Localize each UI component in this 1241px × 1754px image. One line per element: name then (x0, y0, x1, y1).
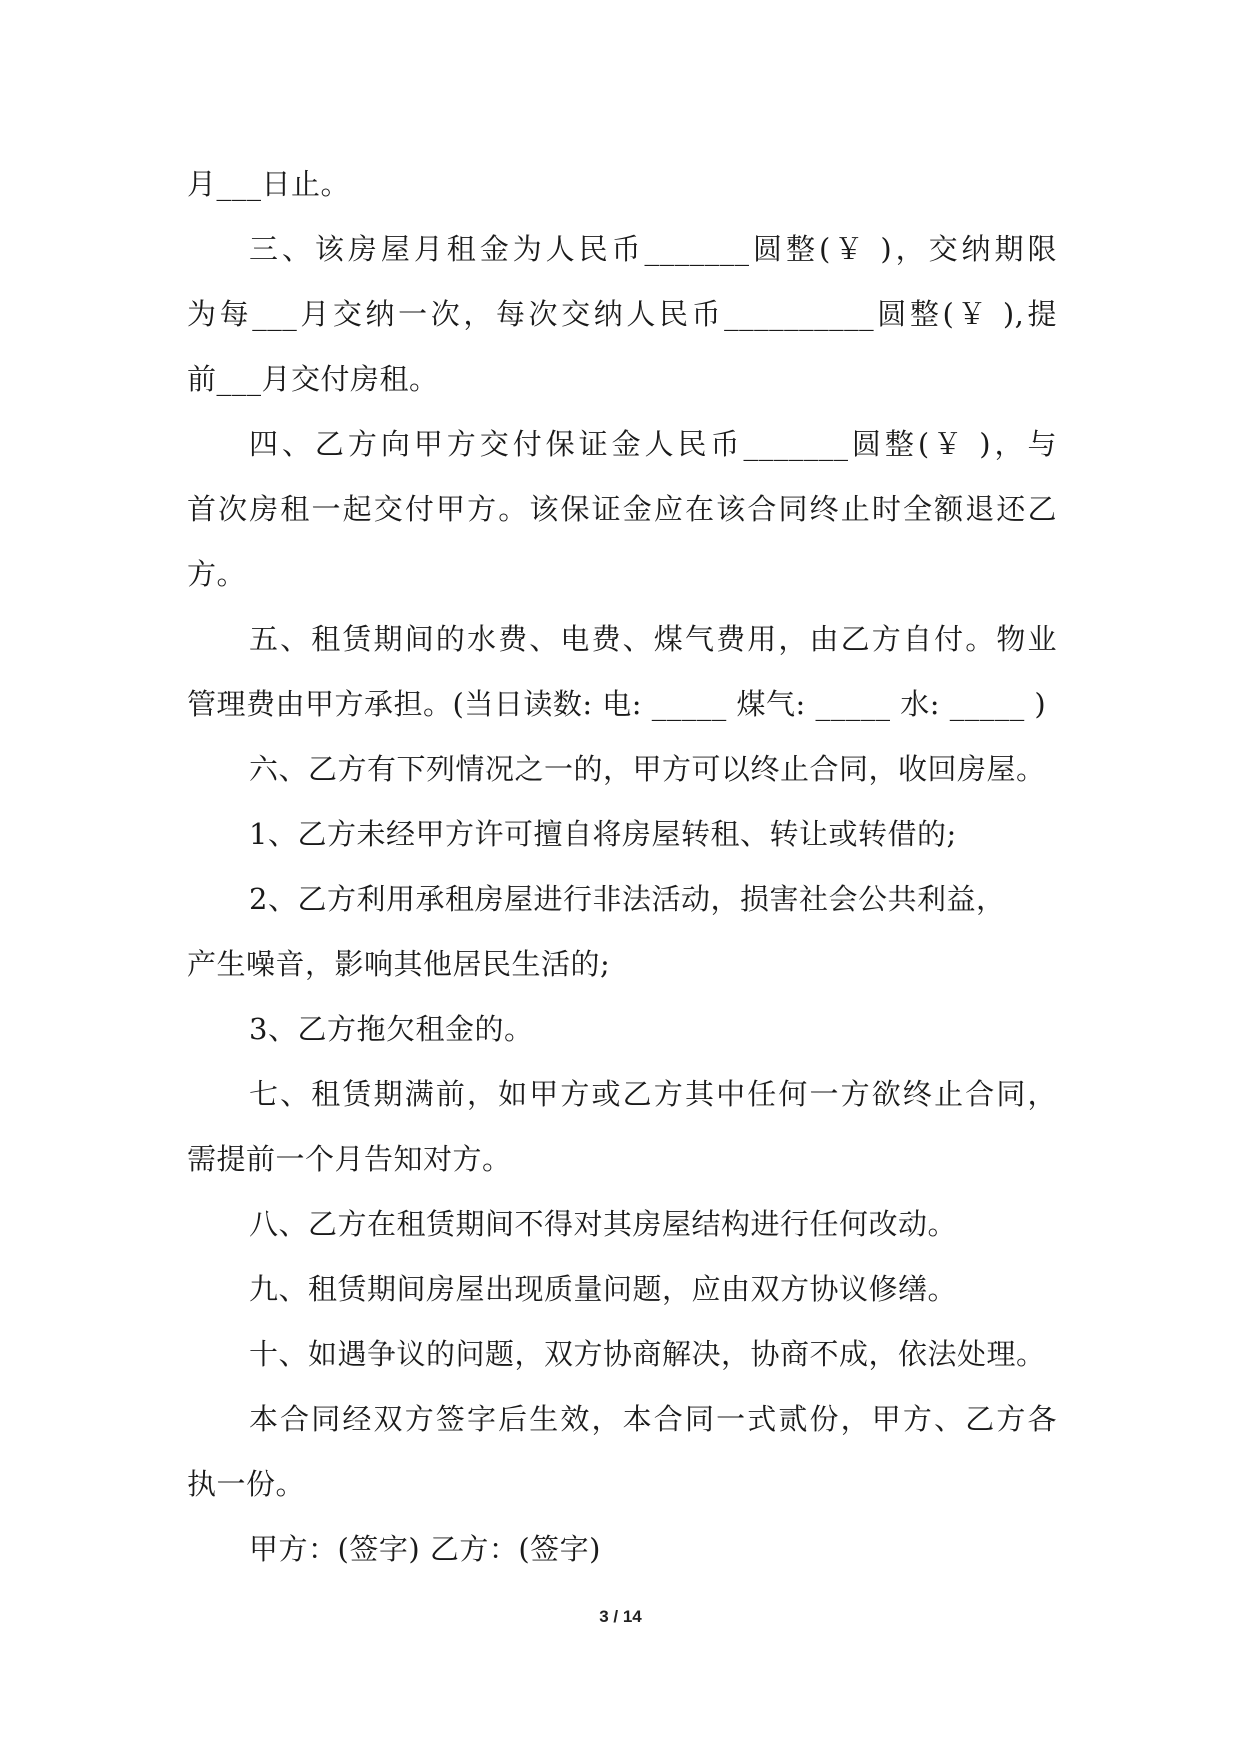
clause-3-line-1: 三、该房屋月租金为人民币_______圆整(￥ )，交纳期限 (249, 232, 1057, 266)
clause-3-line-2: 为每___月交纳一次，每次交纳人民币__________圆整(￥ ),提 (187, 297, 1057, 331)
clause-8: 八、乙方在租赁期间不得对其房屋结构进行任何改动。 (249, 1207, 958, 1241)
document-body (187, 152, 1057, 1582)
closing-line-2: 执一份。 (187, 1467, 306, 1501)
clause-6-item-3: 3、乙方拖欠租金的。 (249, 1012, 534, 1046)
clause-7-line-1: 七、租赁期满前，如甲方或乙方其中任何一方欲终止合同， (249, 1077, 1057, 1111)
clause-9: 九、租赁期间房屋出现质量问题，应由双方协议修缮。 (249, 1272, 958, 1306)
clause-3-line-3: 前___月交付房租。 (187, 362, 439, 396)
clause-4-line-1: 四、乙方向甲方交付保证金人民币_______圆整(￥ )，与 (249, 427, 1057, 461)
clause-6-line-1: 六、乙方有下列情况之一的，甲方可以终止合同，收回房屋。 (249, 752, 1046, 786)
clause-6-item-1: 1、乙方未经甲方许可擅自将房屋转租、转让或转借的; (249, 817, 957, 851)
clause-6-item-2-line-1: 2、乙方利用承租房屋进行非法活动，损害社会公共利益， (249, 882, 1006, 916)
clause-4-line-3: 方。 (187, 557, 247, 591)
page-number: 3 / 14 (599, 1607, 642, 1626)
text-line: 月___日止。 (187, 167, 351, 201)
clause-10: 十、如遇争议的问题，双方协商解决，协商不成，依法处理。 (249, 1337, 1046, 1371)
clause-7-line-2: 需提前一个月告知对方。 (187, 1142, 512, 1176)
signature-line: 甲方：(签字) 乙方：(签字) (249, 1532, 601, 1566)
clause-5-line-1: 五、租赁期间的水费、电费、煤气费用，由乙方自付。物业 (249, 622, 1057, 656)
clause-4-line-2: 首次房租一起交付甲方。该保证金应在该合同终止时全额退还乙 (187, 492, 1057, 526)
closing-line-1: 本合同经双方签字后生效，本合同一式贰份，甲方、乙方各 (249, 1402, 1057, 1436)
clause-6-item-2-line-2: 产生噪音，影响其他居民生活的; (187, 947, 611, 981)
clause-5-line-2: 管理费由甲方承担。(当日读数: 电: _____ 煤气: _____ 水: _____ ) (187, 687, 1047, 721)
